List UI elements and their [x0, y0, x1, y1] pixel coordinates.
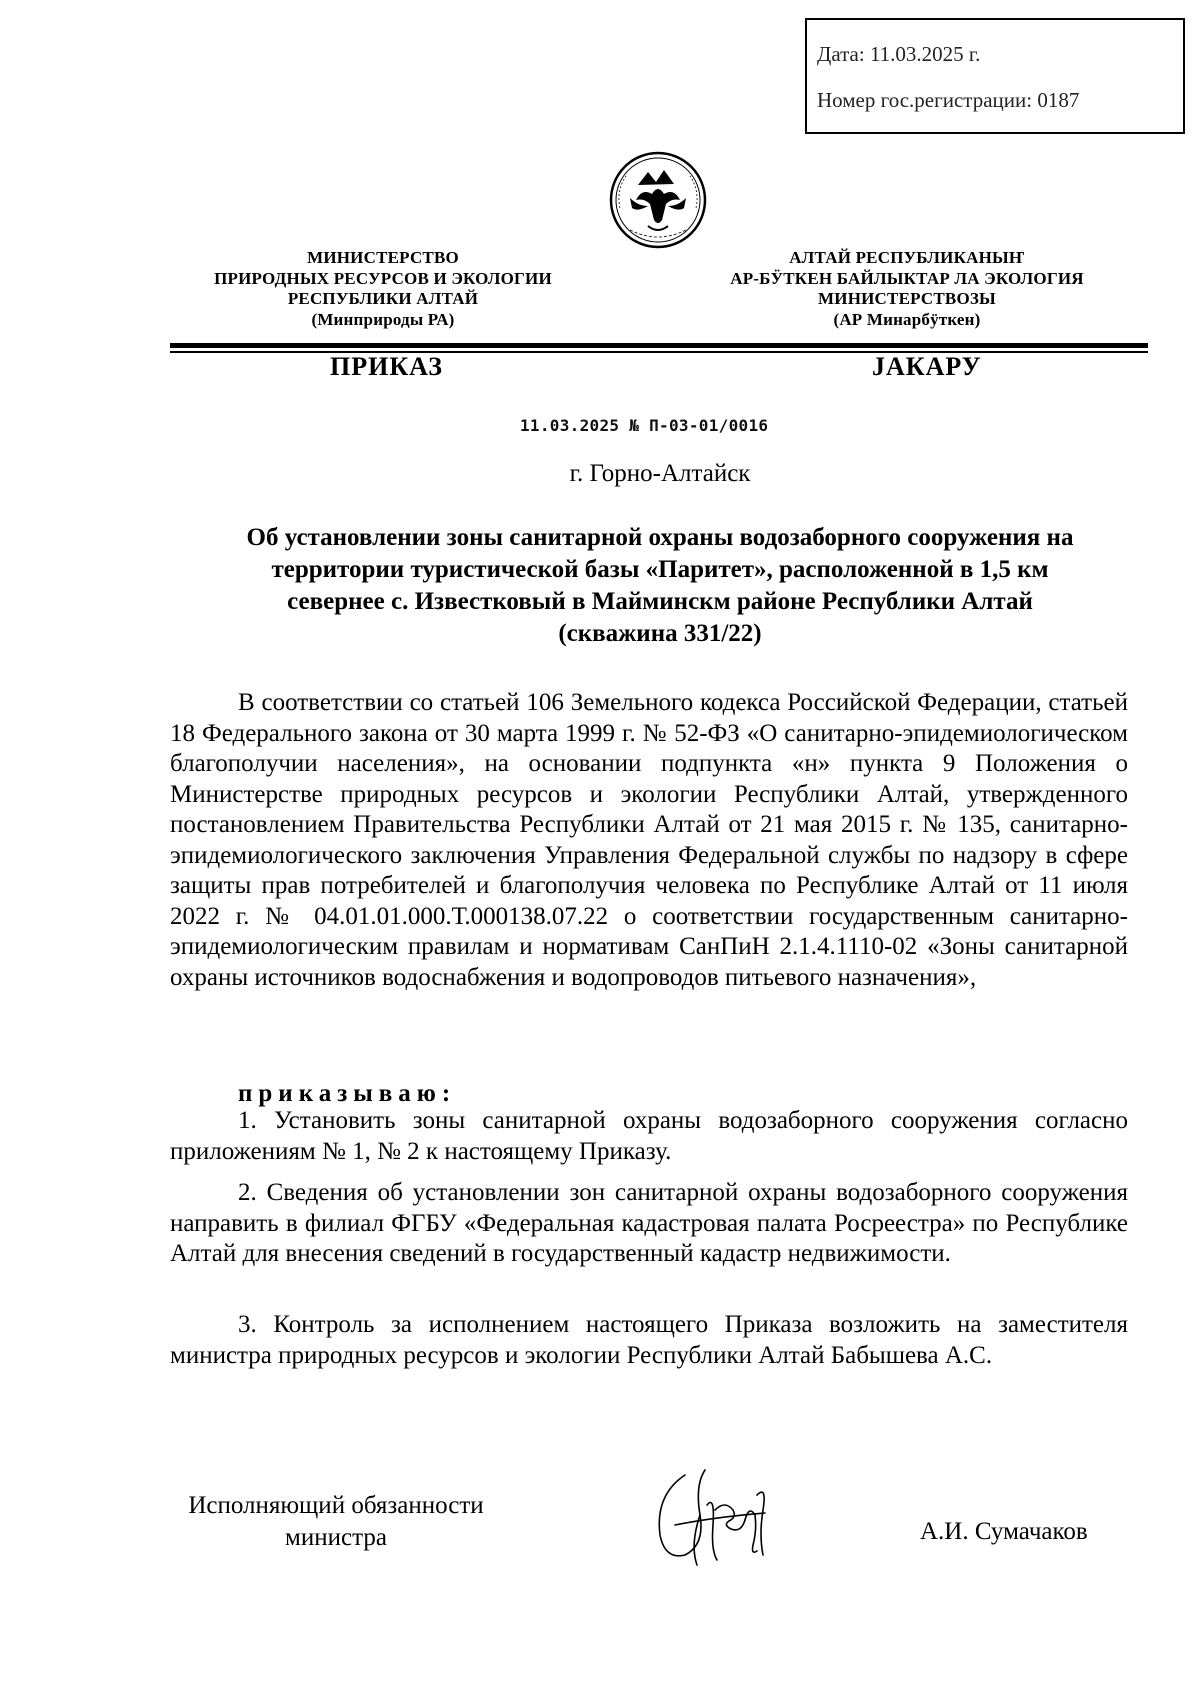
signer-position [166, 1490, 506, 1554]
order-city: г. Горно-Алтайск [569, 460, 751, 487]
order-word: приказываю: [238, 1080, 457, 1107]
registration-date-value: 11.03.2025 г. [869, 42, 981, 66]
order-number: 11.03.2025 № П-03-01/0016 [520, 416, 769, 435]
preamble-paragraph: В соответствии со статьей 106 Земельного кодекса Российской Федерации, статьей 18 Федерального закона от 30 марта 1999 г. № 52-ФЗ «О санитарно-эпидемиологическом благополучии населения», на основании подпункта «н» пункта 9 Положения о Министерстве природных ресурсов и экологии Республики Алтай, утвержденного постановлением Правительства Республики Алтай от 21 мая 2015 г. № 135, санитарно-эпидемиологического заключения Управления Федеральной службы по надзору в сфере защиты прав потребителей и благополучия человека по Республике Алтай от 11 июля 2022 г. № 04.01.01.000.Т.000138.07.22 о соответствии государственным санитарно-эпидемиологическим правилам и нормативам СанПиН 2.1.4.1110-02 «Зоны санитарной охраны источников водоснабжения и водопроводов питьевого назначения», [170, 689, 1128, 991]
order-subject-line2: территории туристической базы «Паритет», расположенной в 1,5 км [271, 556, 1049, 583]
header-divider-thick [170, 343, 1148, 348]
ministry-header-alt [692, 248, 1122, 330]
order-item-1: 1. Установить зоны санитарной охраны водозаборного сооружения согласно приложениям № 1, № 2 к настоящему Приказу. [170, 1107, 1128, 1165]
ministry-header-alt-line4: (АР Минарбӱткен) [833, 309, 981, 329]
registration-date-label: Дата: [817, 42, 865, 66]
order-item-2: 2. Сведения об установлении зон санитарной охраны водозаборного сооружения направить в филиал ФГБУ «Федеральная кадастровая палата Росреестра» по Республике Алтай для внесения сведений в государственный кадастр недвижимости. [170, 1179, 1128, 1267]
ministry-header-ru [168, 248, 598, 330]
registration-number-label: Номер гос.регистрации: [817, 88, 1033, 112]
header-divider-thin [170, 351, 1148, 353]
ministry-header-ru-line2: ПРИРОДНЫХ РЕСУРСОВ И ЭКОЛОГИИ [214, 268, 552, 288]
order-title-alt: JАКАРУ [872, 352, 982, 381]
order-title-ru: ПРИКАЗ [330, 352, 444, 381]
ministry-header-ru-line4: (Минприроды РА) [311, 309, 455, 329]
registration-date-row [817, 42, 980, 67]
order-subject-line1: Об установлении зоны санитарной охраны водозаборного сооружения на [246, 524, 1074, 551]
registration-number-value: 0187 [1037, 88, 1080, 112]
ministry-header-alt-line2: АР-БӰТКЕН БАЙЛЫКТАР ЛА ЭКОЛОГИЯ [730, 268, 1084, 288]
order-subject [150, 522, 1170, 650]
ministry-header-ru-line3: РЕСПУБЛИКИ АЛТАЙ [287, 289, 479, 308]
ministry-header-alt-line1: АЛТАЙ РЕСПУБЛИКАНЫҤ [789, 248, 1025, 267]
order-subject-line3: севернее с. Известковый в Майминскм районе Республики Алтай [287, 588, 1033, 615]
order-subject-line4: (скважина 331/22) [558, 620, 762, 647]
order-item-3: 3. Контроль за исполнением настоящего Приказа возложить на заместителя министра природных ресурсов и экологии Республики Алтай Бабышева А.С. [170, 1311, 1128, 1369]
ministry-header-ru-line1: МИНИСТЕРСТВО [307, 248, 459, 267]
signer-name: А.И. Сумачаков [920, 1518, 1088, 1545]
signer-position-line2: министра [285, 1524, 387, 1551]
handwritten-signature [645, 1455, 795, 1575]
ministry-header-alt-line3: МИНИСТЕРСТВОЗЫ [818, 289, 996, 308]
signer-position-line1: Исполняющий обязанности [188, 1492, 484, 1519]
registration-stamp [805, 18, 1185, 134]
registration-number-row [817, 88, 1079, 113]
coat-of-arms-icon [608, 150, 708, 250]
